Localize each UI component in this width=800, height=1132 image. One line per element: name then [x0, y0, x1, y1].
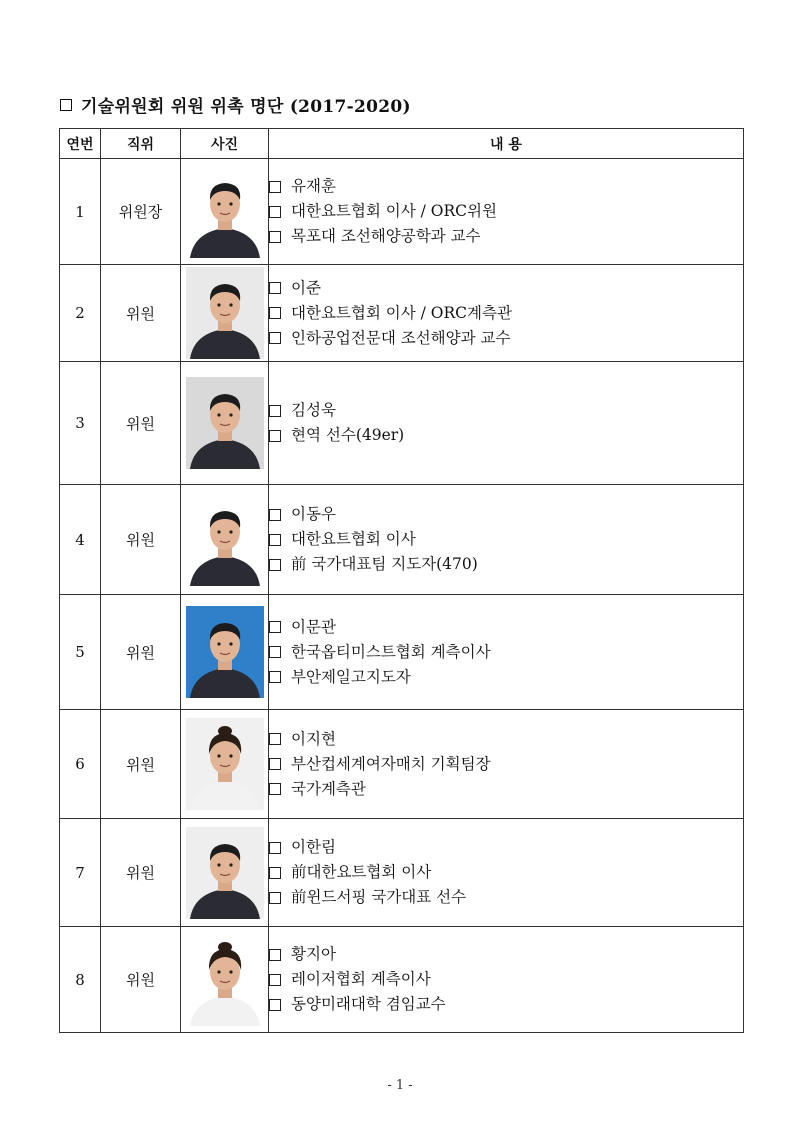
detail-text: 대한요트협회 이사 — [291, 530, 416, 548]
detail-line — [269, 301, 743, 326]
member-photo — [181, 595, 269, 710]
checkbox-square-icon — [269, 430, 281, 442]
woman-portrait-icon — [186, 934, 264, 1026]
man-portrait-icon — [186, 827, 264, 919]
detail-text: 황지아 — [291, 945, 336, 963]
member-details — [269, 362, 744, 485]
detail-text: 인하공업전문대 조선해양과 교수 — [291, 328, 511, 347]
row-position: 위원 — [101, 362, 181, 485]
detail-line — [269, 992, 743, 1017]
detail-text: 이준 — [291, 278, 321, 297]
checkbox-square-icon — [269, 405, 281, 417]
detail-text: 목포대 조선해양공학과 교수 — [291, 227, 481, 245]
detail-line — [269, 835, 743, 860]
man-portrait-icon — [186, 267, 264, 359]
checkbox-square-icon — [269, 892, 281, 904]
row-number: 8 — [60, 927, 101, 1033]
checkbox-square-icon — [269, 758, 281, 770]
detail-line — [269, 552, 743, 577]
row-position: 위원 — [101, 710, 181, 819]
detail-line — [269, 398, 743, 423]
detail-text: 부안제일고지도자 — [291, 667, 411, 686]
member-details — [269, 159, 744, 265]
checkbox-square-icon — [269, 999, 281, 1011]
detail-line — [269, 615, 743, 640]
checkbox-square-icon — [269, 231, 281, 243]
row-position: 위원 — [101, 927, 181, 1033]
detail-text: 한국옵티미스트협회 계측이사 — [291, 642, 491, 661]
row-number: 6 — [60, 710, 101, 819]
checkbox-square-icon — [269, 974, 281, 986]
checkbox-square-icon — [269, 783, 281, 795]
detail-text: 이동우 — [291, 505, 336, 523]
detail-text: 이지현 — [291, 729, 336, 748]
detail-line — [269, 276, 743, 301]
detail-text: 국가계측관 — [291, 779, 366, 798]
checkbox-square-icon — [269, 307, 281, 319]
row-number: 1 — [60, 159, 101, 265]
checkbox-square-icon — [269, 534, 281, 546]
checkbox-square-icon — [269, 842, 281, 854]
committee-roster-table — [59, 128, 744, 1033]
member-photo — [181, 819, 269, 927]
checkbox-square-icon — [269, 282, 281, 294]
checkbox-square-icon — [269, 621, 281, 633]
row-position: 위원장 — [101, 159, 181, 265]
detail-line — [269, 885, 743, 910]
detail-line — [269, 326, 743, 351]
row-position: 위원 — [101, 265, 181, 362]
detail-line — [269, 502, 743, 527]
table-row — [60, 710, 744, 819]
man-portrait-icon — [186, 606, 264, 698]
detail-line — [269, 174, 743, 199]
document-title-text: 기술위원회 위원 위촉 명단 (2017-2020) — [81, 97, 411, 117]
detail-text: 김성욱 — [291, 401, 336, 419]
row-position: 위원 — [101, 819, 181, 927]
detail-line — [269, 423, 743, 448]
table-row — [60, 159, 744, 265]
checkbox-square-icon — [60, 99, 72, 111]
checkbox-square-icon — [269, 671, 281, 683]
detail-line — [269, 967, 743, 992]
row-number: 4 — [60, 485, 101, 595]
page-number: - 1 - — [387, 1078, 413, 1093]
detail-text: 이한림 — [291, 838, 336, 856]
checkbox-square-icon — [269, 509, 281, 521]
row-number: 7 — [60, 819, 101, 927]
member-photo — [181, 710, 269, 819]
detail-line — [269, 777, 743, 802]
header-position: 직위 — [101, 129, 181, 159]
header-photo: 사진 — [181, 129, 269, 159]
detail-text: 현역 선수(49er) — [291, 426, 405, 444]
table-row — [60, 927, 744, 1033]
detail-line — [269, 199, 743, 224]
detail-text: 前윈드서핑 국가대표 선수 — [291, 888, 467, 906]
detail-text: 前 국가대표팀 지도자(470) — [291, 555, 478, 573]
detail-text: 대한요트협회 이사 / ORC위원 — [291, 202, 497, 220]
row-position: 위원 — [101, 595, 181, 710]
member-details — [269, 595, 744, 710]
header-content: 내 용 — [269, 129, 744, 159]
row-number: 2 — [60, 265, 101, 362]
detail-text: 대한요트협회 이사 / ORC계측관 — [291, 303, 512, 322]
member-details — [269, 927, 744, 1033]
detail-text: 부산컵세계여자매치 기획팀장 — [291, 754, 491, 773]
header-no: 연번 — [60, 129, 101, 159]
member-details — [269, 710, 744, 819]
member-details — [269, 265, 744, 362]
table-row — [60, 595, 744, 710]
table-body — [60, 159, 744, 1033]
table-row — [60, 265, 744, 362]
detail-line — [269, 527, 743, 552]
checkbox-square-icon — [269, 867, 281, 879]
checkbox-square-icon — [269, 332, 281, 344]
checkbox-square-icon — [269, 949, 281, 961]
table-row — [60, 485, 744, 595]
detail-text: 유재훈 — [291, 177, 336, 195]
detail-line — [269, 224, 743, 249]
member-photo — [181, 362, 269, 485]
detail-line — [269, 727, 743, 752]
checkbox-square-icon — [269, 559, 281, 571]
detail-line — [269, 860, 743, 885]
member-details — [269, 819, 744, 927]
row-number: 5 — [60, 595, 101, 710]
member-details — [269, 485, 744, 595]
table-row — [60, 362, 744, 485]
detail-text: 이문관 — [291, 617, 336, 636]
checkbox-square-icon — [269, 646, 281, 658]
man-portrait-icon — [186, 166, 264, 258]
member-photo — [181, 265, 269, 362]
member-photo — [181, 485, 269, 595]
detail-text: 레이저협회 계측이사 — [291, 970, 431, 988]
row-position: 위원 — [101, 485, 181, 595]
detail-line — [269, 752, 743, 777]
detail-line — [269, 942, 743, 967]
woman-portrait-icon — [186, 718, 264, 810]
document-title — [60, 92, 411, 117]
row-number: 3 — [60, 362, 101, 485]
detail-text: 동양미래대학 겸임교수 — [291, 995, 446, 1013]
checkbox-square-icon — [269, 733, 281, 745]
table-header-row — [60, 129, 744, 159]
detail-text: 前대한요트협회 이사 — [291, 863, 432, 881]
man-portrait-icon — [186, 377, 264, 469]
member-photo — [181, 927, 269, 1033]
man-portrait-icon — [186, 494, 264, 586]
checkbox-square-icon — [269, 181, 281, 193]
member-photo — [181, 159, 269, 265]
detail-line — [269, 665, 743, 690]
checkbox-square-icon — [269, 206, 281, 218]
table-row — [60, 819, 744, 927]
detail-line — [269, 640, 743, 665]
